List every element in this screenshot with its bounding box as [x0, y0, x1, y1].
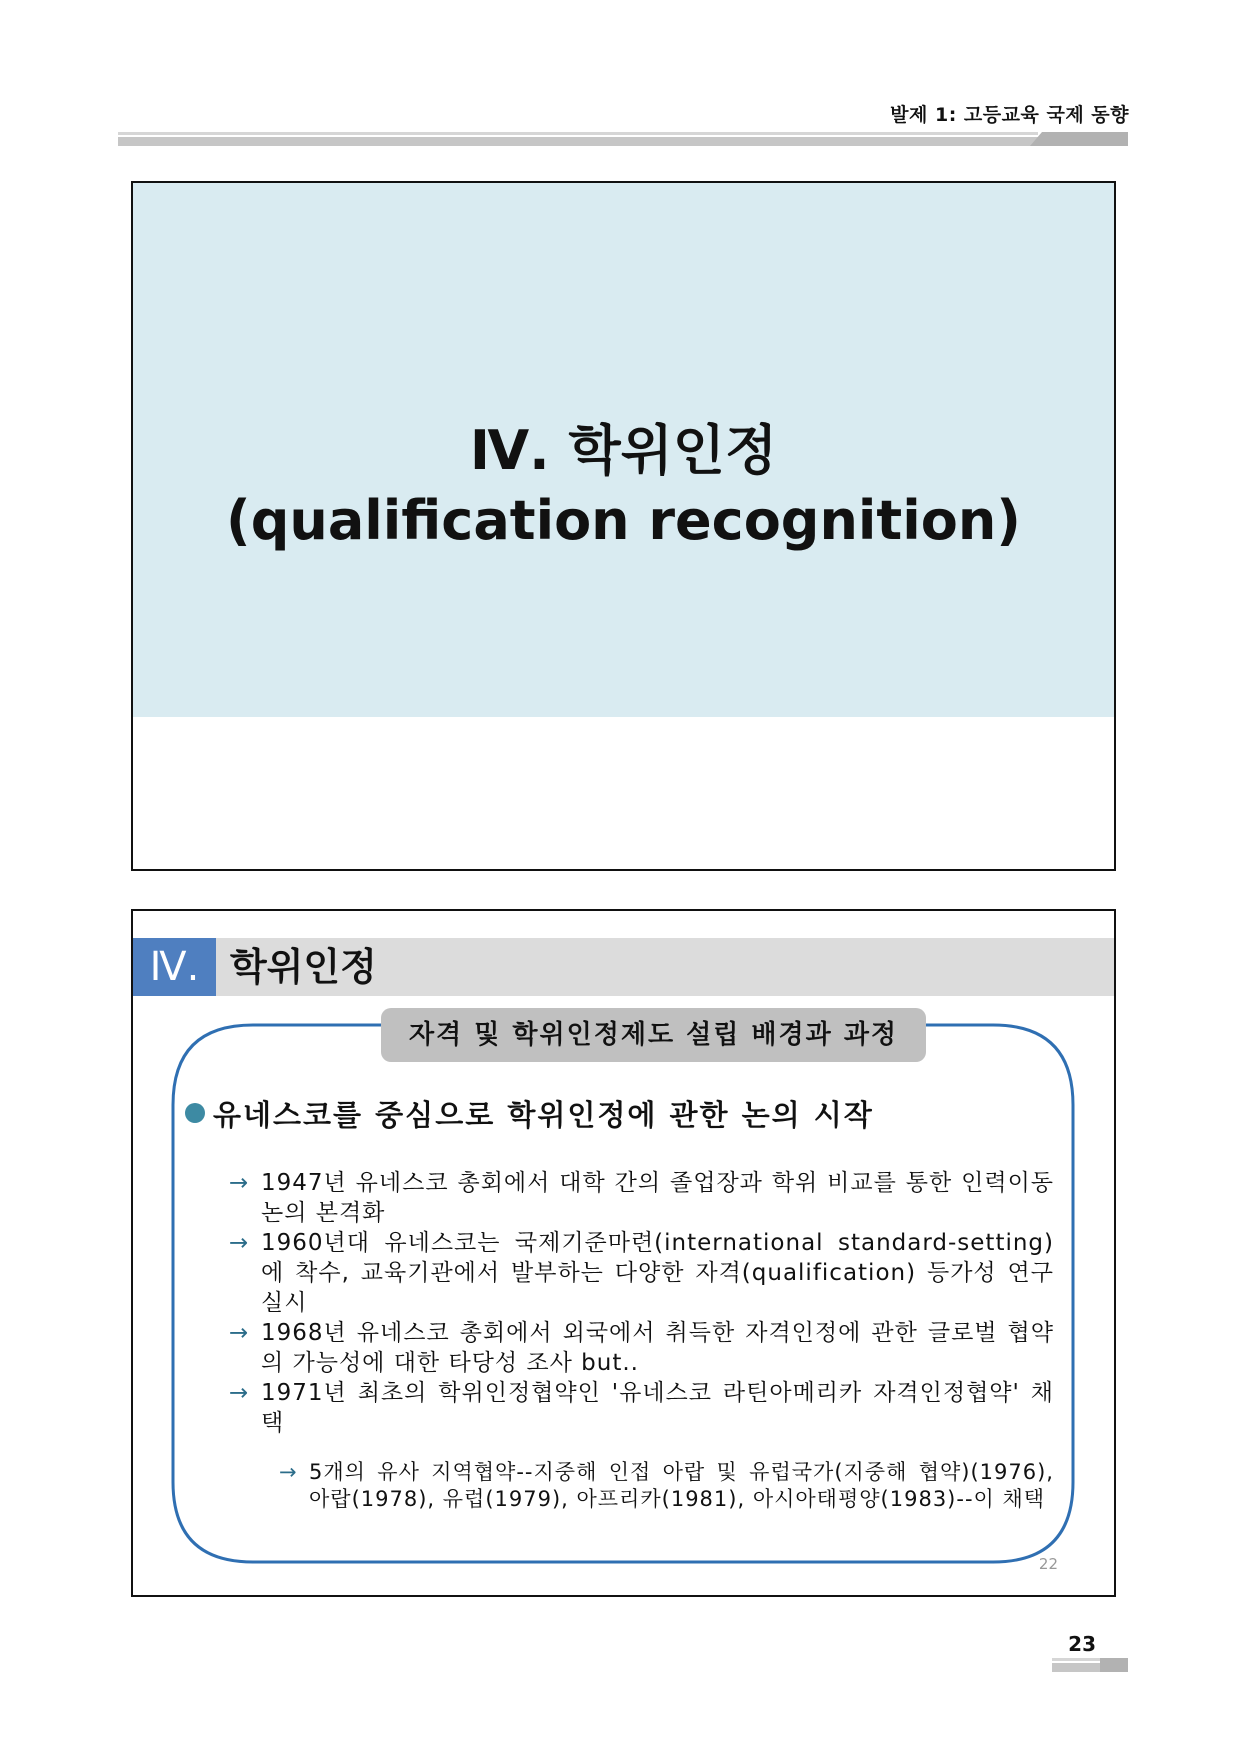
- list-item: [229, 1228, 1054, 1318]
- main-bullet: [185, 1093, 874, 1134]
- sub-list-item-text: 5개의 유사 지역협약--지중해 인접 아랍 및 유럽국가(지중해 협약)(1976), 아랍(1978), 유럽(1979), 아프리카(1981), 아시아태평양(1983)--이 채택: [309, 1460, 1054, 1511]
- running-header-title: 발제 1: 고등교육 국제 동향: [890, 104, 1129, 126]
- arrow-right-icon: →: [229, 1170, 250, 1196]
- history-list: [229, 1168, 1054, 1513]
- title-line-english: (qualification recognition): [226, 489, 1021, 552]
- header-rule: [118, 132, 1128, 146]
- subheading-label: 자격 및 학위인정제도 설립 배경과 과정: [381, 1008, 926, 1062]
- list-item: [229, 1318, 1054, 1378]
- title-line-korean: Ⅳ. 학위인정: [469, 419, 778, 482]
- list-item: [229, 1378, 1054, 1438]
- list-item: [229, 1168, 1054, 1228]
- section-title: 학위인정: [230, 945, 377, 989]
- page-number: 23: [1068, 1632, 1096, 1656]
- arrow-right-icon: →: [229, 1230, 250, 1256]
- arrow-right-icon: →: [229, 1380, 250, 1406]
- list-item-text: 1960년대 유네스코는 국제기준마련(international standard-setting)에 착수, 교육기관에서 발부하는 다양한 자격(qualification) 등가성 연구 실시: [261, 1230, 1054, 1316]
- bullet-dot-icon: [185, 1103, 205, 1123]
- main-bullet-text: 유네스코를 중심으로 학위인정에 관한 논의 시작: [213, 1098, 874, 1132]
- section-number: Ⅳ.: [133, 938, 216, 996]
- list-item-text: 1968년 유네스코 총회에서 외국에서 취득한 자격인정에 관한 글로벌 협약의 가능성에 대한 타당성 조사 but..: [261, 1320, 1054, 1376]
- content-slide: [131, 909, 1116, 1597]
- footer-rule: [1052, 1658, 1128, 1672]
- list-item-text: 1947년 유네스코 총회에서 대학 간의 졸업장과 학위 비교를 통한 인력이동 논의 본격화: [261, 1170, 1054, 1226]
- title-slide: [131, 181, 1116, 871]
- sub-list-item: [279, 1459, 1054, 1513]
- arrow-right-icon: →: [279, 1460, 298, 1484]
- list-item-text: 1971년 최초의 학위인정협약인 '유네스코 라틴아메리카 자격인정협약' 채택: [261, 1380, 1054, 1436]
- title-slide-heading: [133, 416, 1114, 556]
- arrow-right-icon: →: [229, 1320, 250, 1346]
- slide-number: 22: [1038, 1555, 1058, 1573]
